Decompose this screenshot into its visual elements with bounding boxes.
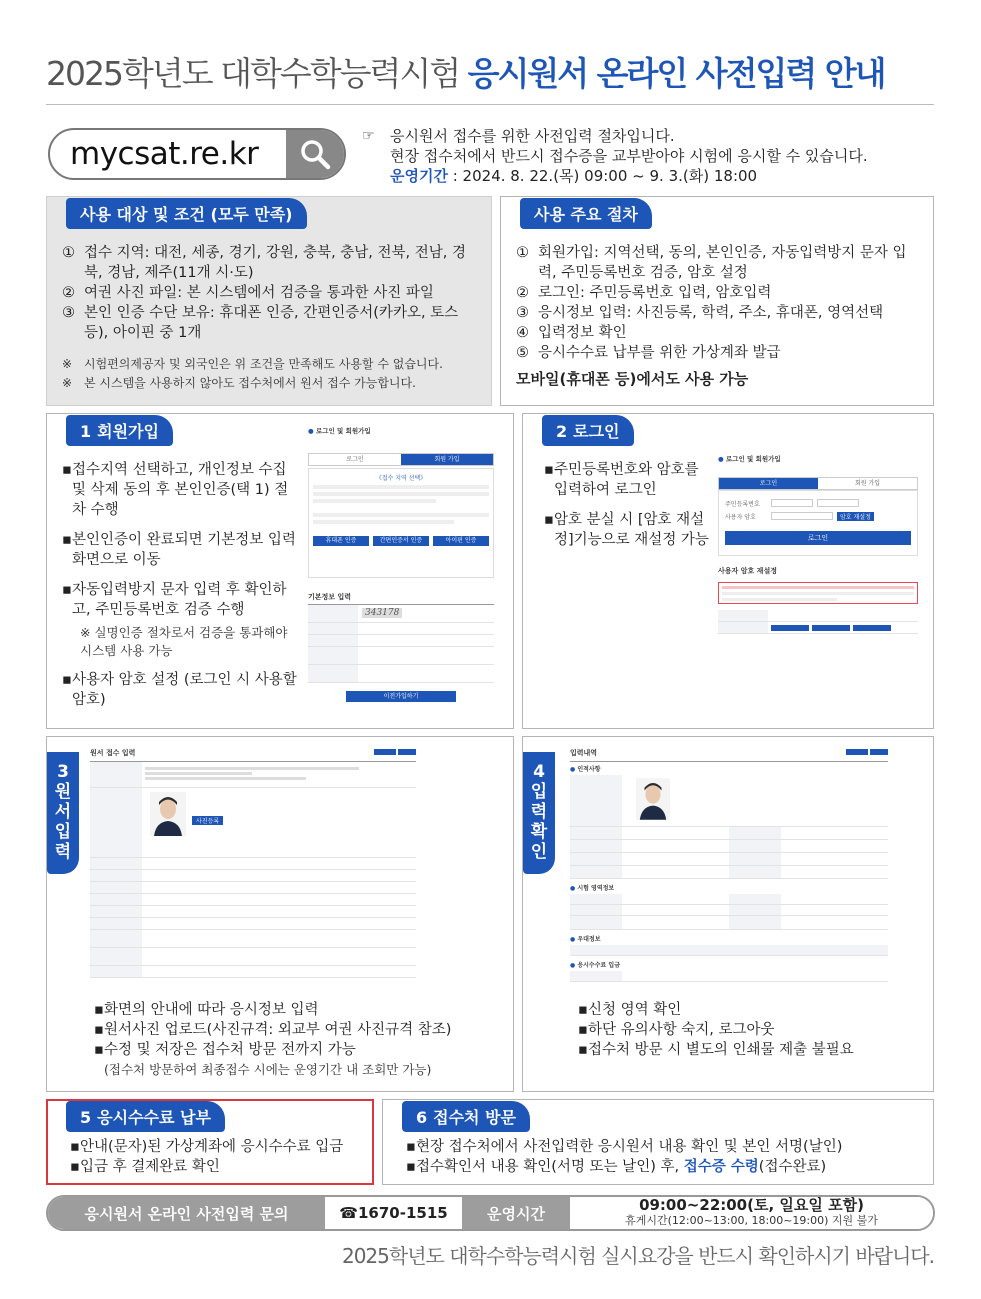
- list-item: ▪ 현장 접수처에서 사전입력한 응시원서 내용 확인 및 본인 서명(날인): [406, 1139, 843, 1155]
- note: ※ 시험편의제공자 및 외국인은 위 조건을 만족해도 사용할 수 없습니다.: [62, 357, 443, 371]
- applicant-photo: [150, 792, 186, 836]
- contact-label: 응시원서 온라인 사전입력 문의: [48, 1197, 325, 1229]
- note: ※ 본 시스템을 사용하지 않아도 접수처에서 원서 접수 가능합니다.: [62, 376, 416, 390]
- list-item: ② 로그인: 주민등록번호 입력, 암호입력: [516, 285, 772, 301]
- step-6-title: 6 접수처 방문: [402, 1101, 530, 1132]
- step-4-bullets: [578, 1000, 918, 1060]
- list-item: ▪ 원서사진 업로드(사진규격: 외교부 여권 사진규격 참조): [94, 1022, 452, 1038]
- title-highlight: 응시원서 온라인 사전입력 안내: [467, 54, 885, 93]
- pointing-hand-icon: ☞: [362, 128, 375, 144]
- step-3-tab: 3 원 서 입 력: [47, 752, 79, 874]
- intro-line-1: 응시원서 접수를 위한 사전입력 절차입니다.: [390, 127, 675, 145]
- ipin-auth-button[interactable]: 아이핀 인증: [433, 536, 489, 546]
- eligibility-title: 사용 대상 및 조건 (모두 만족): [66, 198, 307, 229]
- list-item: ① 접수 지역: 대전, 세종, 경기, 강원, 충북, 충남, 전북, 전남, 경북, 경남, 제주(11개 시·도): [62, 245, 466, 281]
- list-item: ④ 입력정보 확인: [516, 325, 627, 341]
- list-item: ▪ 화면의 안내에 따라 응시정보 입력: [94, 1002, 319, 1018]
- contact-phone[interactable]: ☎1670-1515: [325, 1197, 462, 1229]
- cert-auth-button[interactable]: 간편인증서 인증: [373, 536, 429, 546]
- phone-auth-button[interactable]: 휴대폰 인증: [313, 536, 369, 546]
- procedure-list: [516, 243, 924, 389]
- list-item: ▪ 접수처 방문 시 별도의 인쇄물 제출 불필요: [578, 1042, 854, 1058]
- list-item: ▪ 암호 분실 시 [암호 재설정]기능으로 재설정 가능: [544, 512, 709, 548]
- tab-join[interactable]: 회원 가입: [401, 454, 493, 465]
- intro-line-2: 현장 접수처에서 반드시 접수증을 교부받아야 시험에 응시할 수 있습니다.: [390, 147, 868, 165]
- hours-label: 운영시간: [462, 1197, 570, 1229]
- step-6-bullets: [406, 1137, 932, 1177]
- list-item: ▪ 입금 후 결제완료 확인: [70, 1159, 220, 1175]
- signup-screenshot: ● 로그인 및 회원가입 로그인 회원 가입 《접수 지역 선택》 휴대폰 인증 간편인증서 인증 아이핀 인증 기본정보 입력 343178 이전가입하기: [308, 424, 494, 716]
- signup-submit-button[interactable]: 이전가입하기: [346, 691, 456, 702]
- photo-upload-button[interactable]: 사진등록: [192, 816, 223, 825]
- title-prefix: 2025학년도 대학수학능력시험: [46, 54, 468, 93]
- step-1-title: 1 회원가입: [66, 415, 173, 446]
- page-title: [46, 48, 936, 95]
- site-url[interactable]: mycsat.re.kr: [70, 136, 259, 172]
- list-item: ▪ 주민등록번호와 암호를 입력하여 로그인: [544, 462, 699, 498]
- step-3-bullets: [94, 1000, 504, 1080]
- list-item: ① 회원가입: 지역선택, 동의, 본인인증, 자동입력방지 문자 입력, 주민등록번호 검증, 암호 설정: [516, 245, 907, 281]
- intro-text: [364, 126, 868, 186]
- step-2-title: 2 로그인: [542, 415, 634, 446]
- list-item: ▪ 안내(문자)된 가상계좌에 응시수수료 입금: [70, 1139, 344, 1155]
- login-screenshot: ● 로그인 및 회원가입 로그인 회원 가입 주민등록번호 사용자 암호 암호 재설정 로그인 사용자 암호 재설정: [718, 452, 918, 652]
- eligibility-list: [62, 243, 480, 393]
- list-item: ⑤ 응시수수료 납부를 위한 가상계좌 발급: [516, 345, 781, 361]
- application-screenshot: 원서 접수 입력 사진등록: [90, 748, 416, 984]
- tab-login[interactable]: 로그인: [719, 478, 818, 489]
- list-item: ③ 응시정보 입력: 사진등록, 학력, 주소, 휴대폰, 영역선택: [516, 305, 884, 321]
- hours: [570, 1197, 933, 1229]
- rrn-input[interactable]: [771, 499, 813, 507]
- list-item: ▪ 신청 영역 확인: [578, 1002, 682, 1018]
- list-item: ▪ 사용자 암호 설정 (로그인 시 사용할 암호): [62, 672, 297, 708]
- title-divider: [46, 104, 934, 105]
- contact-bar: [46, 1195, 935, 1231]
- step-2-bullets: [544, 460, 710, 560]
- tab-login[interactable]: 로그인: [346, 456, 364, 463]
- list-item: ▪ 본인인증이 완료되면 기본정보 입력 화면으로 이동: [62, 532, 296, 568]
- period-label: 운영기간: [390, 167, 448, 185]
- password-reset-button[interactable]: 암호 재설정: [837, 512, 874, 521]
- tab-join[interactable]: 회원 가입: [854, 480, 881, 487]
- password-input[interactable]: [771, 512, 833, 520]
- applicant-photo: [636, 778, 670, 820]
- step-5-bullets: [70, 1137, 370, 1177]
- mobile-note: 모바일(휴대폰 등)에서도 사용 가능: [516, 370, 749, 388]
- hours-value: 09:00~22:00(토, 일요일 포함): [639, 1196, 864, 1214]
- search-icon: [286, 130, 344, 178]
- step-1-note: ※ 실명인증 절차로서 검증을 통과해야 시스템 사용 가능: [80, 625, 288, 658]
- step-5-title: 5 응시수수료 납부: [66, 1101, 225, 1132]
- step-1-bullets: [62, 460, 302, 720]
- receipt-highlight: 접수증 수령: [683, 1159, 759, 1175]
- list-item: ▪ 자동입력방지 문자 입력 후 확인하고, 주민등록번호 검증 수행: [62, 582, 287, 618]
- list-item: ③ 본인 인증 수단 보유: 휴대폰 인증, 간편인증서(카카오, 토스 등), 아이핀 중 1개: [62, 305, 459, 341]
- list-item: ▪ 수정 및 저장은 접수처 방문 전까지 가능: [94, 1042, 356, 1058]
- login-button[interactable]: 로그인: [725, 531, 911, 545]
- list-item: ② 여권 사진 파일: 본 시스템에서 검증을 통과한 사진 파일: [62, 285, 434, 301]
- step-3-note: (접수처 방문하여 최종접수 시에는 운영기간 내 조회만 가능): [104, 1062, 432, 1077]
- hours-note: 휴게시간(12:00~13:00, 18:00~19:00) 지원 불가: [625, 1214, 878, 1227]
- captcha-image: 343178: [362, 608, 402, 618]
- list-item: ▪ 하단 유의사항 숙지, 로그아웃: [578, 1022, 775, 1038]
- site-url-box: [48, 128, 346, 180]
- footer-notice: 2025학년도 대학수학능력시험 실시요강을 반드시 확인하시기 바랍니다.: [341, 1244, 934, 1268]
- list-item: ▪ 접수지역 선택하고, 개인정보 수집 및 삭제 동의 후 본인인증(택 1) 절차 수행: [62, 462, 289, 518]
- period-value: : 2024. 8. 22.(목) 09:00 ~ 9. 3.(화) 18:00: [447, 167, 758, 185]
- procedure-title: 사용 주요 절차: [520, 198, 652, 229]
- review-screenshot: 입력내역 ● 인적사항 ● 시험 영역정보 ● 우대정보 ● 응시수수료 입금: [570, 748, 888, 988]
- step-4-tab: 4 입 력 확 인: [523, 752, 555, 874]
- list-item: ▪ 접수확인서 내용 확인(서명 또는 날인) 후, 접수증 수령(접수완료): [406, 1159, 827, 1175]
